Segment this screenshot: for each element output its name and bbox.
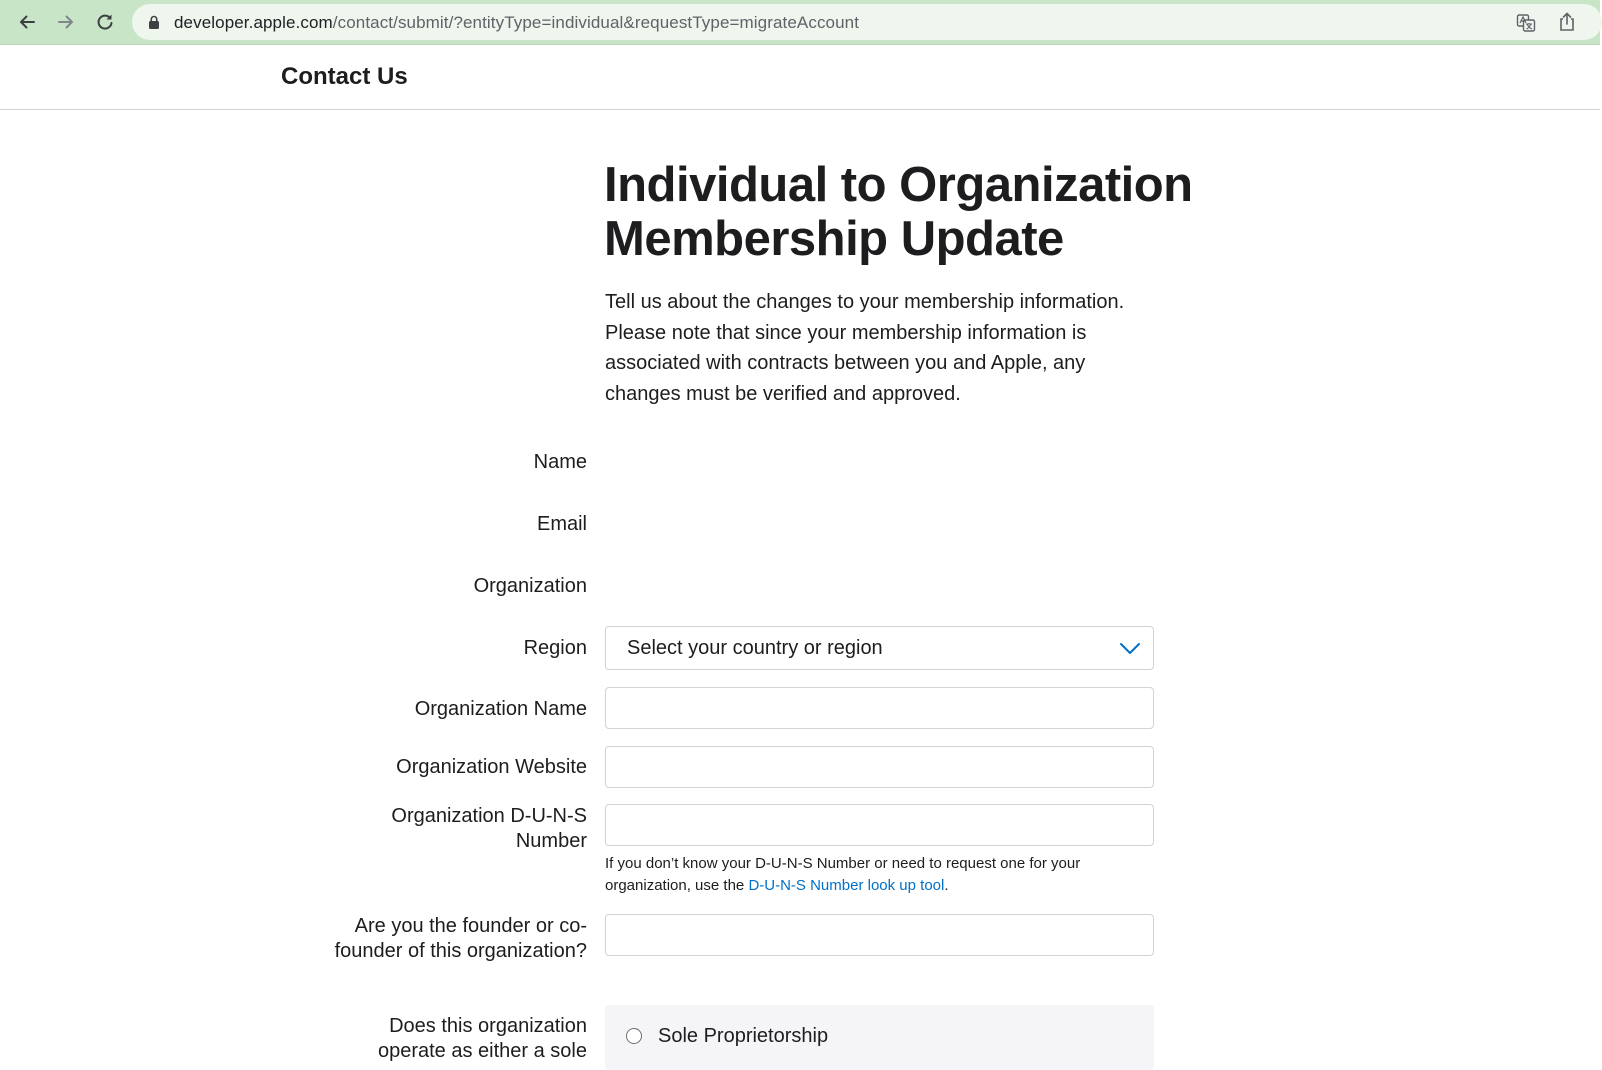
address-bar[interactable] (132, 4, 1602, 40)
region-select-value: Select your country or region (627, 637, 883, 659)
org-website-input[interactable] (605, 746, 1154, 788)
lock-icon (148, 15, 160, 29)
url-text (174, 13, 859, 33)
organization-label: Organization (473, 575, 587, 597)
sole-proprietorship-label[interactable]: Sole Proprietorship (658, 1025, 829, 1047)
founder-label: Are you the founder or co-founder of this organization? (334, 915, 587, 962)
reload-button[interactable] (91, 8, 119, 36)
url-host: developer.apple.com (174, 13, 333, 32)
org-website-label: Organization Website (396, 756, 587, 778)
name-label: Name (533, 451, 587, 473)
page-intro: Tell us about the changes to your membership information. Please note that since your membership information is associated with contracts between you and Apple, any changes must be verified and approved. (605, 291, 1125, 405)
org-name-label: Organization Name (414, 698, 587, 720)
email-label: Email (536, 513, 587, 535)
page-header (0, 45, 1600, 110)
sole-proprietorship-radio[interactable] (626, 1028, 642, 1044)
share-icon[interactable] (1558, 12, 1576, 32)
arrow-right-icon (56, 12, 76, 32)
duns-hint (605, 853, 1125, 897)
region-label: Region (523, 637, 587, 659)
duns-lookup-link[interactable]: D-U-N-S Number look up tool (748, 877, 945, 894)
duns-label: Organization D-U-N-S Number (391, 805, 587, 852)
entity-type-options (605, 1005, 1154, 1070)
page-title: Individual to Organization Membership Update (604, 158, 1193, 266)
duns-input[interactable] (605, 804, 1154, 846)
arrow-left-icon (17, 12, 37, 32)
region-select[interactable] (605, 626, 1154, 670)
reload-icon (95, 12, 115, 32)
operate-label: Does this organization operate as either a sole (377, 1015, 587, 1062)
translate-icon[interactable] (1516, 13, 1536, 33)
back-button[interactable] (13, 8, 41, 36)
duns-hint-text: If you don’t know your D-U-N-S Number or need to request one for your organization, use the (605, 855, 1081, 894)
forward-button[interactable] (52, 8, 80, 36)
chevron-down-icon (1119, 639, 1141, 657)
org-name-input[interactable] (605, 687, 1154, 729)
url-path: /contact/submit/?entityType=individual&requestType=migrateAccount (332, 13, 860, 32)
browser-toolbar (0, 0, 1600, 45)
contact-us-title[interactable]: Contact Us (281, 63, 408, 90)
founder-input[interactable] (605, 914, 1154, 956)
duns-hint-suffix: . (944, 877, 949, 894)
